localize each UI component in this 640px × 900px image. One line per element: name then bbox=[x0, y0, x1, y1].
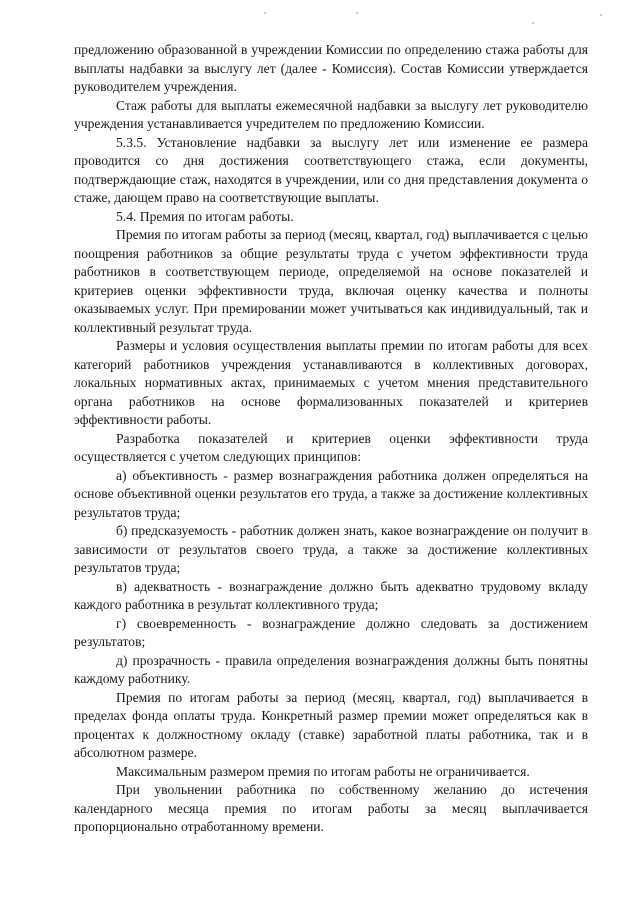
paragraph: Стаж работы для выплаты ежемесячной надбавки за выслугу лет руководителю учреждения устанавливается учредителем по предложению Комиссии. bbox=[74, 97, 588, 131]
section-heading-5-4: 5.4. Премия по итогам работы. bbox=[116, 208, 294, 224]
list-item-principle-a: а) объективность - размер вознаграждения работника должен определяться на основе объективной оценки результатов его труда, а также за достижение коллективных результатов труда; bbox=[74, 467, 588, 520]
paragraph: Разработка показателей и критериев оценки эффективности труда осуществляется с учетом следующих принципов: bbox=[74, 430, 588, 464]
list-item-principle-c: в) адекватность - вознаграждение должно быть адекватно трудовому вкладу каждого работника в результат коллективного труда; bbox=[74, 578, 588, 612]
scan-speck bbox=[356, 12, 358, 14]
document-body bbox=[74, 41, 588, 837]
scan-speck bbox=[600, 14, 602, 16]
paragraph: Премия по итогам работы за период (месяц, квартал, год) выплачивается с целью поощрения работников за общие результаты труда с учетом эффективности труда работников в соответствующем периоде, определяемой на основе показателей и критериев оценки эффективности труда, включая оценку качества и полноты оказываемых услуг. При премировании может учитываться как индивидуальный, так и коллективный результат труда. bbox=[74, 227, 588, 335]
paragraph: При увольнении работника по собственному желанию до истечения календарного месяца премия по итогам работы за месяц выплачивается пропорционально отработанному времени. bbox=[74, 782, 588, 834]
list-item-principle-e: д) прозрачность - правила определения вознаграждения должны быть понятны каждому работнику. bbox=[74, 652, 588, 686]
paragraph: Размеры и условия осуществления выплаты премии по итогам работы для всех категорий работников учреждения устанавливаются в коллективных договорах, локальных нормативных актах, принимаемых с учетом мнения представительного органа работников на основе формализованных показателей и критериев эффективности работы. bbox=[74, 338, 588, 427]
list-item-principle-b: б) предсказуемость - работник должен знать, какое вознаграждение он получит в зависимости от результатов своего труда, а также за достижение коллективных результатов труда; bbox=[74, 523, 588, 575]
paragraph-clause-5-3-5: 5.3.5. Установление надбавки за выслугу лет или изменение ее размера проводится со дня достижения соответствующего стажа, если документы, подтверждающие стаж, находятся в учреждении, или со дня представления документа о стаже, дающем право на соответствующие выплаты. bbox=[74, 134, 588, 205]
list-item-principle-d: г) своевременность - вознаграждение должно следовать за достижением результатов; bbox=[74, 615, 588, 649]
scan-speck bbox=[532, 22, 534, 24]
paragraph: Максимальным размером премия по итогам работы не ограничивается. bbox=[116, 763, 530, 779]
paragraph: предложению образованной в учреждении Комиссии по определению стажа работы для выплаты надбавки за выслугу лет (далее - Комиссия). Состав Комиссии утверждается руководителем учреждения. bbox=[74, 42, 588, 94]
paragraph: Премия по итогам работы за период (месяц, квартал, год) выплачивается в пределах фонда оплаты труда. Конкретный размер премии может определяться как в процентах к должностному окладу (ставке) заработной платы работника, так и в абсолютном размере. bbox=[74, 689, 588, 760]
scan-speck bbox=[264, 12, 266, 14]
